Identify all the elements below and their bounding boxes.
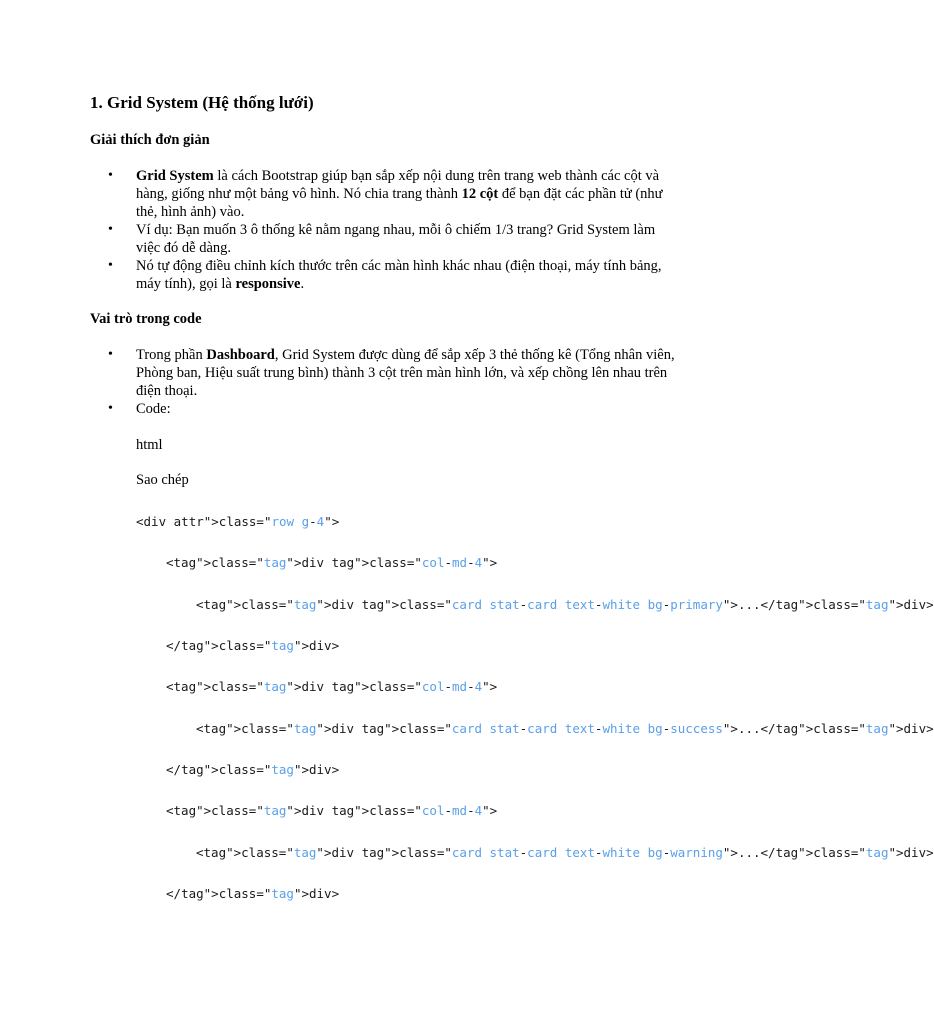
bullet-icon: • xyxy=(108,168,113,183)
bullet-icon: • xyxy=(108,347,113,362)
section-title-role: Vai trò trong code xyxy=(90,311,202,327)
bullet-icon: • xyxy=(108,258,113,273)
code-line: </tag">class="tag">div> xyxy=(166,638,340,653)
code-line: <tag">class="tag">div tag">class="card stat-card text-white bg-warning">...</tag">class="tag">div> xyxy=(196,845,934,860)
list-item: • Ví dụ: Bạn muốn 3 ô thống kê nằm ngang nhau, mỗi ô chiếm 1/3 trang? Grid System làm việc đó dễ dàng. xyxy=(108,222,656,256)
code-language-label: html xyxy=(136,437,163,453)
page-title: 1. Grid System (Hệ thống lưới) xyxy=(90,93,314,112)
role-list xyxy=(108,346,678,418)
code-line: <tag">class="tag">div tag">class="card stat-card text-white bg-primary">...</tag">class="tag">div> xyxy=(196,597,934,612)
code-line: <div attr">class="row g-4"> xyxy=(136,514,340,529)
section-title-explanation: Giải thích đơn giản xyxy=(90,132,210,148)
bullet-icon: • xyxy=(108,401,113,416)
code-line: <tag">class="tag">div tag">class="card stat-card text-white bg-success">...</tag">class="tag">div> xyxy=(196,721,934,736)
list-item: • Trong phần Dashboard, Grid System được dùng để sắp xếp 3 thẻ thống kê (Tổng nhân viên, Phòng ban, Hiệu suất trung bình) thành 3 cột trên màn hình lớn, và xếp chồng lên nhau trên điện thoại. xyxy=(108,347,675,399)
code-line: </tag">class="tag">div> xyxy=(166,886,340,901)
code-line: <tag">class="tag">div tag">class="col-md-4"> xyxy=(166,555,498,570)
list-item: • Code: xyxy=(108,401,171,417)
bullet-icon: • xyxy=(108,222,113,237)
copy-button[interactable]: Sao chép xyxy=(136,472,189,488)
code-line: <tag">class="tag">div tag">class="col-md-4"> xyxy=(166,803,498,818)
list-item: • Nó tự động điều chỉnh kích thước trên các màn hình khác nhau (điện thoại, máy tính bảng, máy tính), gọi là responsive. xyxy=(108,258,662,292)
list-item: • Grid System là cách Bootstrap giúp bạn sắp xếp nội dung trên trang web thành các cột và hàng, giống như một bảng vô hình. Nó chia trang thành 12 cột để bạn đặt các phần tử (như thẻ, hình ảnh) vào. xyxy=(108,168,663,220)
code-line: </tag">class="tag">div> xyxy=(166,762,340,777)
explanation-list xyxy=(108,167,678,293)
code-line: <tag">class="tag">div tag">class="col-md-4"> xyxy=(166,679,498,694)
